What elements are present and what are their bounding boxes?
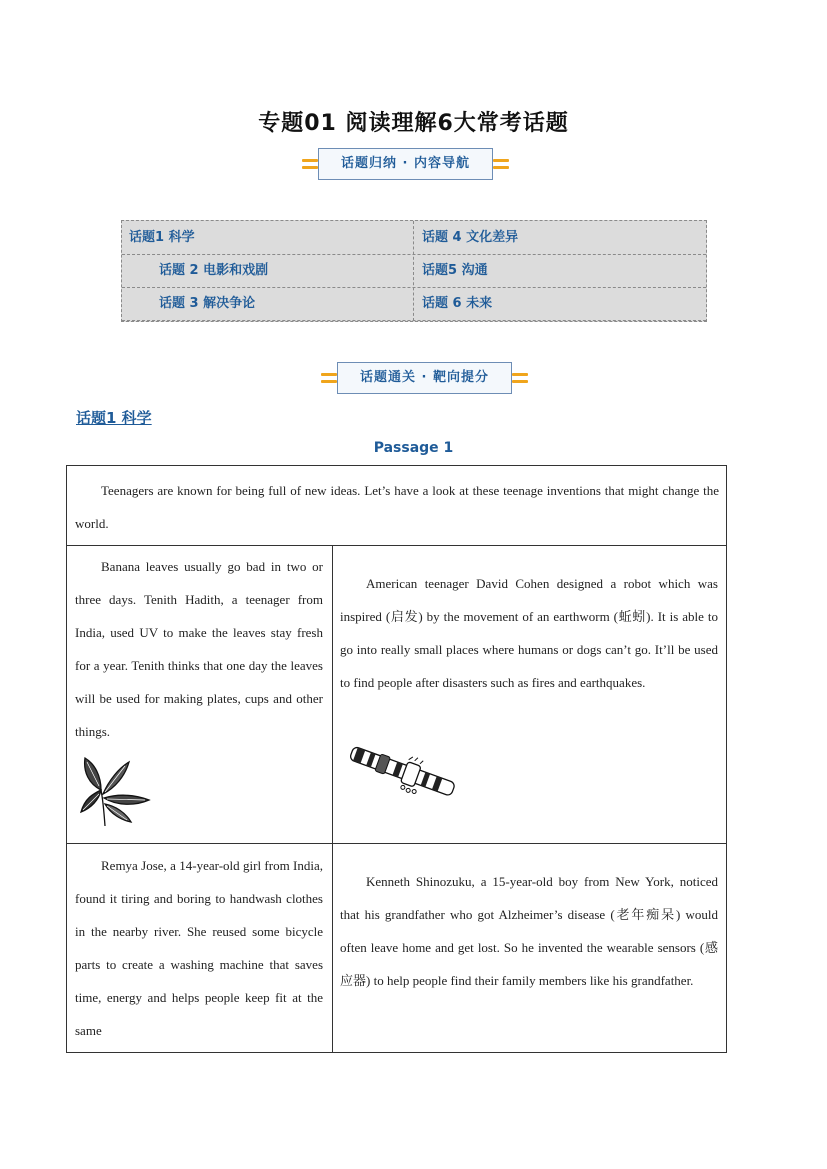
banana-leaf-icon: [79, 754, 157, 828]
nav-item-topic-4[interactable]: 话题 4 文化差异: [422, 230, 519, 245]
cell-text-sensors: Kenneth Shinozuku, a 15-year-old boy from New York, noticed that his grandfather who got Alzheimer’s disease (老年痴呆) would often leave home and get lost. So he invented the wearable sensors (感应器) to help people find their family members like his grandfather.: [340, 874, 718, 988]
section-heading-topic-1[interactable]: 话题1 科学: [76, 409, 152, 427]
banner-left-decor-icon: [302, 159, 318, 169]
banner-label: 话题归纳 · 内容导航: [318, 148, 493, 180]
intro-text: Teenagers are known for being full of new ideas. Let’s have a look at these teenage inventions that might change the world.: [75, 483, 719, 531]
nav-item-topic-5[interactable]: 话题5 沟通: [422, 263, 488, 278]
cell-text-banana: Banana leaves usually go bad in two or three days. Tenith Hadith, a teenager from India, used UV to make the leaves stay fresh for a year. Tenith thinks that one day the leaves will be used for making plates, cups and other things.: [75, 559, 323, 739]
banner-right-decor-icon: [493, 159, 509, 169]
cell-text-washing-machine: Remya Jose, a 14-year-old girl from India, found it tiring and boring to handwash clothes in the nearby river. She reused some bicycle parts to create a washing machine that saves time, energy and helps people keep fit at the same: [75, 858, 323, 1038]
nav-item-topic-3[interactable]: 话题 3 解决争论: [159, 296, 256, 311]
banner-left-decor-icon: [321, 373, 337, 383]
table-row-divider: [67, 545, 726, 546]
nav-divider: [413, 221, 414, 321]
topic-navigation-table: [121, 220, 707, 322]
passage-title: Passage 1: [373, 440, 454, 456]
page-title: 专题01 阅读理解6大常考话题: [258, 111, 569, 136]
nav-item-topic-6[interactable]: 话题 6 未来: [422, 296, 493, 311]
table-row-divider: [67, 843, 726, 844]
section-banner-navigation: [302, 148, 509, 180]
nav-item-topic-2[interactable]: 话题 2 电影和戏剧: [159, 263, 269, 278]
section-banner-practice: [321, 362, 528, 394]
nav-row: [122, 221, 706, 255]
passage-table: [66, 465, 727, 1053]
cell-text-robot: American teenager David Cohen designed a robot which was inspired (启发) by the movement of an earthworm (蚯蚓). It is able to go into really small places where humans or dogs can’t go. It’ll be used to find people after disasters such as fires and earthquakes.: [340, 576, 718, 690]
nav-item-topic-1[interactable]: 话题1 科学: [129, 230, 195, 245]
banner-label: 话题通关 · 靶向提分: [337, 362, 512, 394]
robot-earthworm-icon: [341, 740, 461, 810]
table-column-divider: [332, 545, 333, 1053]
banner-right-decor-icon: [512, 373, 528, 383]
